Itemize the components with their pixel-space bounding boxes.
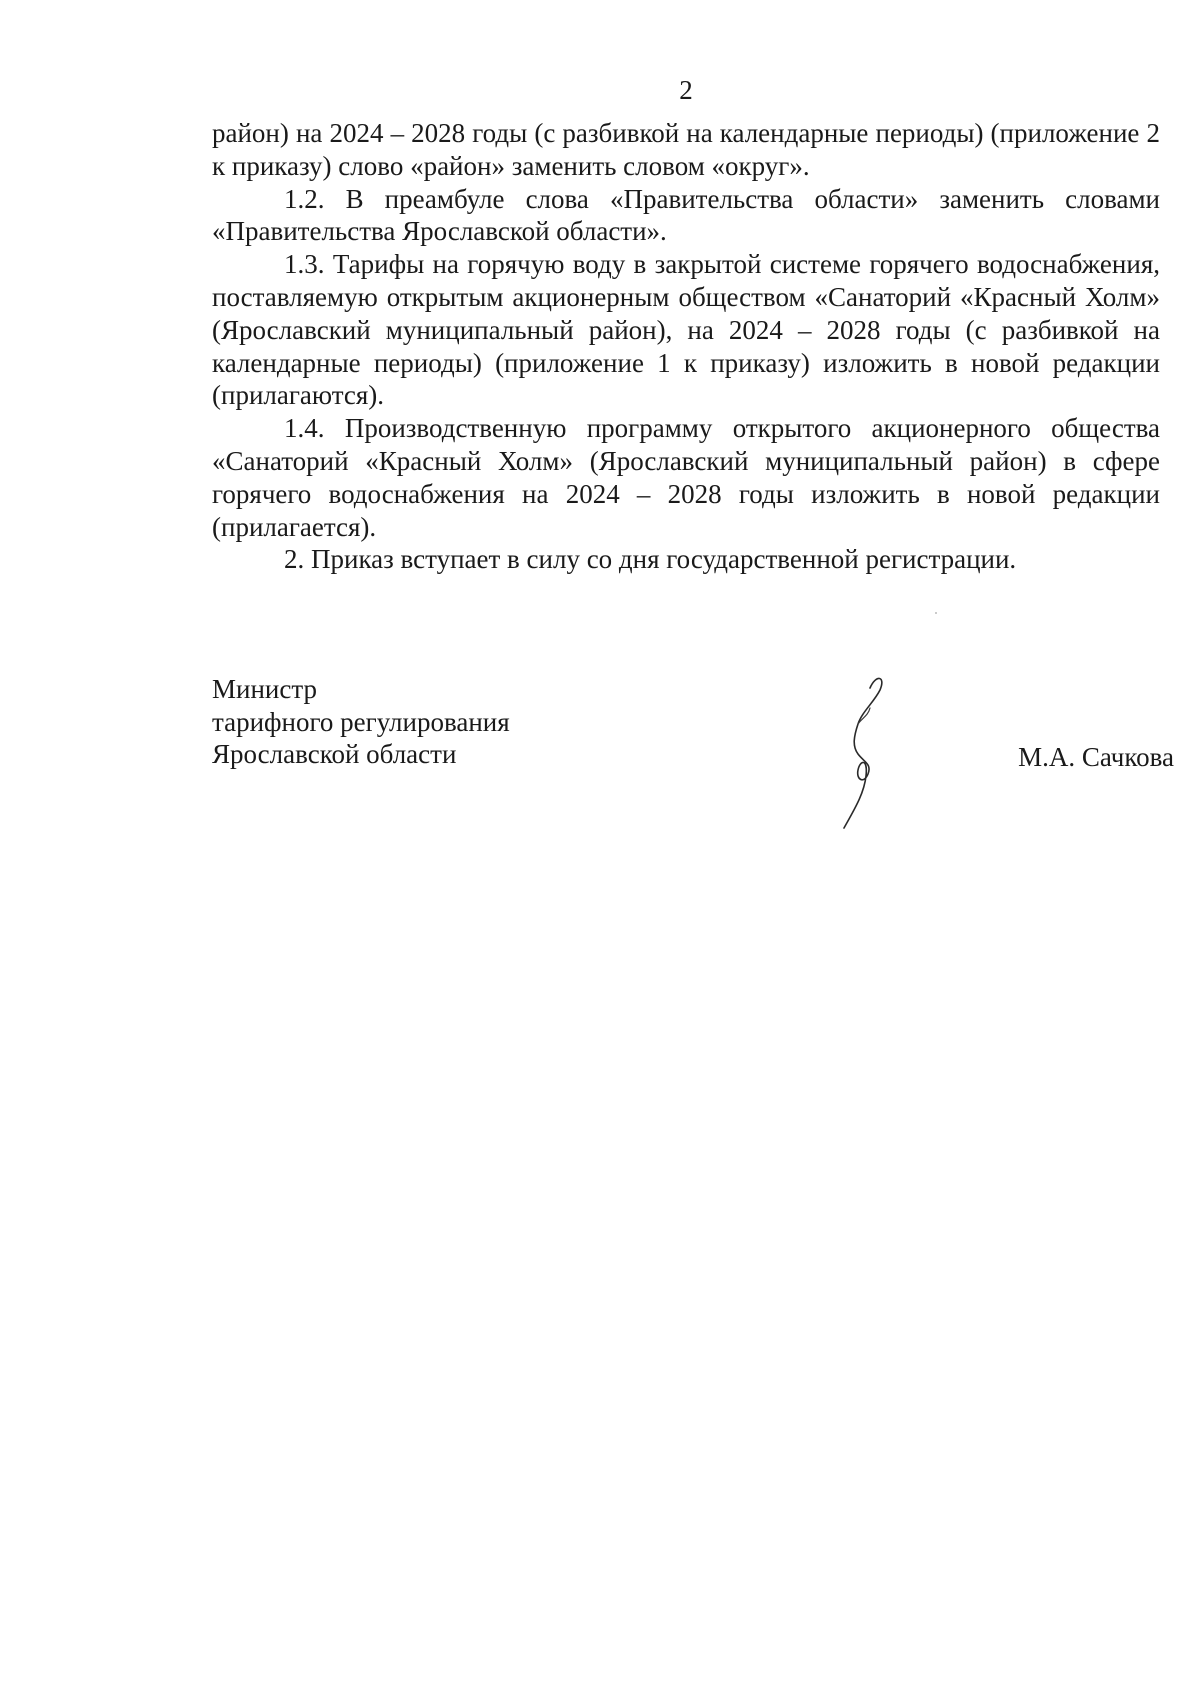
paragraph-1-3: 1.3. Тарифы на горячую воду в закрытой системе горячего водоснабжения, поставляемую открытым акционерным обществом «Санаторий «Красный Холм» (Ярославский муниципальный район), на 2024 – 2028 годы (с разбивкой на календарные периоды) (приложение 1 к приказу) изложить в новой редакции (прилагаются). [212,249,1160,411]
signer-title-line: тарифного регулирования [212,706,510,737]
document-body [212,117,1160,576]
handwritten-signature [818,672,898,832]
paragraph-1-1-continuation: район) на 2024 – 2028 годы (с разбивкой на календарные периоды) (приложение 2 к приказу) слово «район» заменить словом «округ». [212,118,1160,181]
scan-speck [935,612,937,614]
signer-title [212,673,510,771]
signer-title-line: Министр [212,674,317,704]
paragraph-2: 2. Приказ вступает в силу со дня государственной регистрации. [284,544,1017,575]
page-number: 2 [679,75,693,105]
signer-title-line: Ярославской области [212,739,457,769]
paragraph-1-4: 1.4. Производственную программу открытого акционерного общества «Санаторий «Красный Холм» (Ярославский муниципальный район) в сфере горячего водоснабжения на 2024 – 2028 годы изложить в новой редакции (прилагается). [212,413,1160,542]
signer-name: М.А. Сачкова [1018,742,1174,772]
paragraph-1-2: 1.2. В преамбуле слова «Правительства области» заменить словами «Правительства Ярославской области». [212,183,1160,247]
